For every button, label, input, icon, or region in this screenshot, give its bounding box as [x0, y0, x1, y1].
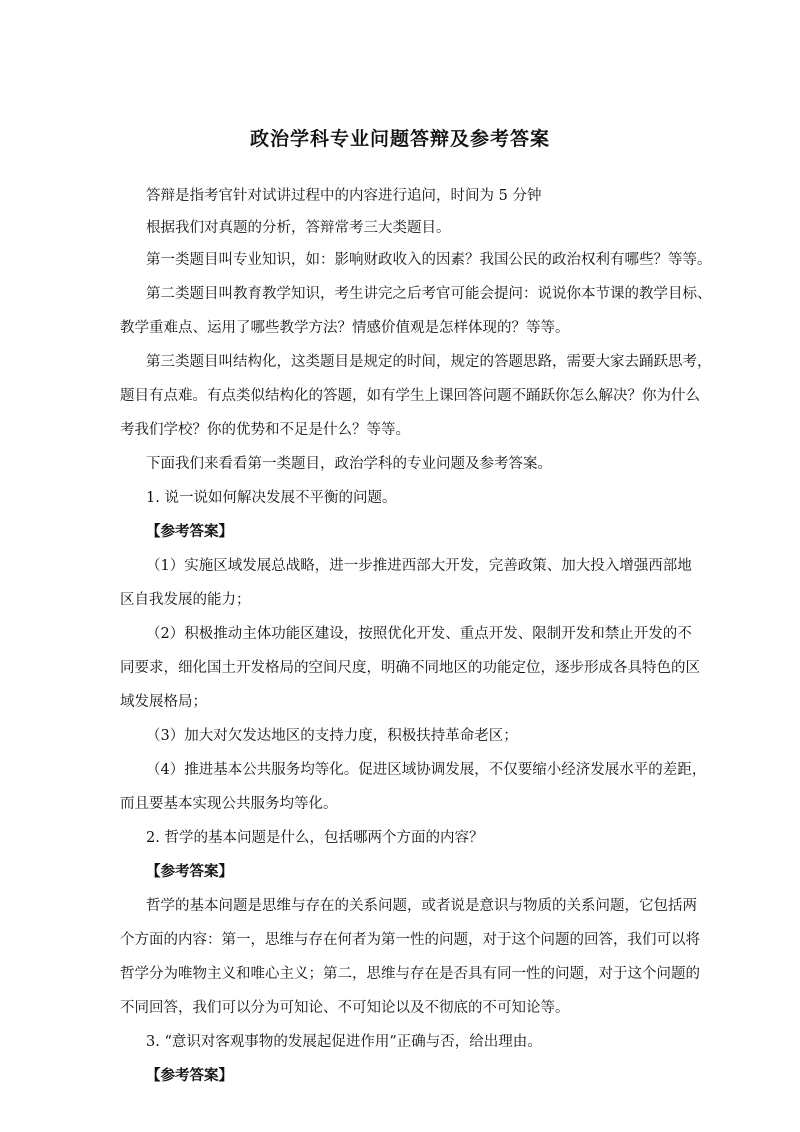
intro-line-1: 答辩是指考官针对试讲过程中的内容进行追问，时间为 5 分钟	[146, 188, 542, 204]
intro-line-4: 第二类题目叫教育教学知识，考生讲完之后考官可能会提问：说说你本节课的教学目标、	[146, 286, 712, 302]
answer-2-line-3: 哲学分为唯物主义和唯心主义；第二，思维与存在是否具有同一性的问题，对于这个问题的	[120, 966, 700, 982]
answer-2-line-2: 个方面的内容：第一，思维与存在何者为第一性的问题，对于这个问题的回答，我们可以将	[120, 932, 700, 948]
intro-line-2: 根据我们对真题的分析，答辩常考三大类题目。	[146, 220, 451, 236]
intro-line-9: 下面我们来看看第一类题目，政治学科的专业问题及参考答案。	[146, 456, 552, 472]
intro-line-7: 题目有点难。有点类似结构化的答题，如有学生上课回答问题不踊跃你怎么解决？你为什么	[120, 388, 700, 404]
intro-line-6: 第三类题目叫结构化，这类题目是规定的时间，规定的答题思路，需要大家去踊跃思考，	[146, 354, 712, 370]
question-3: 3. “意识对客观事物的发展起促进作用”正确与否，给出理由。	[146, 1034, 542, 1050]
answer-2-line-1: 哲学的基本问题是思维与存在的关系问题，或者说是意识与物质的关系问题，它包括两	[146, 898, 697, 914]
intro-line-8: 考我们学校？你的优势和不足是什么？等等。	[120, 422, 410, 438]
answer-1-line-4: 同要求，细化国土开发格局的空间尺度，明确不同地区的功能定位，逐步形成各具特色的区	[120, 660, 700, 676]
answer-1-line-8: 而且要基本实现公共服务均等化。	[120, 796, 338, 812]
answer-1-line-5: 域发展格局；	[120, 694, 207, 710]
document-title: 政治学科专业问题答辩及参考答案	[249, 128, 550, 150]
question-1: 1. 说一说如何解决发展不平衡的问题。	[146, 490, 397, 506]
answer-1-line-2: 区自我发展的能力；	[120, 592, 251, 608]
answer-1-line-6: （3）加大对欠发达地区的支持力度，积极扶持革命老区；	[146, 728, 518, 744]
answer-1-line-3: （2）积极推动主体功能区建设，按照优化开发、重点开发、限制开发和禁止开发的不	[146, 626, 692, 642]
answer-1-line-7: （4）推进基本公共服务均等化。促进区域协调发展，不仅要缩小经济发展水平的差距，	[146, 762, 707, 778]
answer-label-3: 【参考答案】	[146, 1067, 233, 1084]
answer-label-1: 【参考答案】	[146, 523, 233, 540]
question-2: 2. 哲学的基本问题是什么，包括哪两个方面的内容？	[146, 830, 484, 846]
answer-2-line-4: 不同回答，我们可以分为可知论、不可知论以及不彻底的不可知论等。	[120, 1000, 570, 1016]
answer-1-line-1: （1）实施区域发展总战略，进一步推进西部大开发，完善政策、加大投入增强西部地	[146, 558, 692, 574]
intro-line-3: 第一类题目叫专业知识，如：影响财政收入的因素？我国公民的政治权利有哪些？等等。	[146, 252, 712, 268]
intro-line-5: 教学重难点、运用了哪些教学方法？情感价值观是怎样体现的？等等。	[120, 320, 570, 336]
answer-label-2: 【参考答案】	[146, 863, 233, 880]
